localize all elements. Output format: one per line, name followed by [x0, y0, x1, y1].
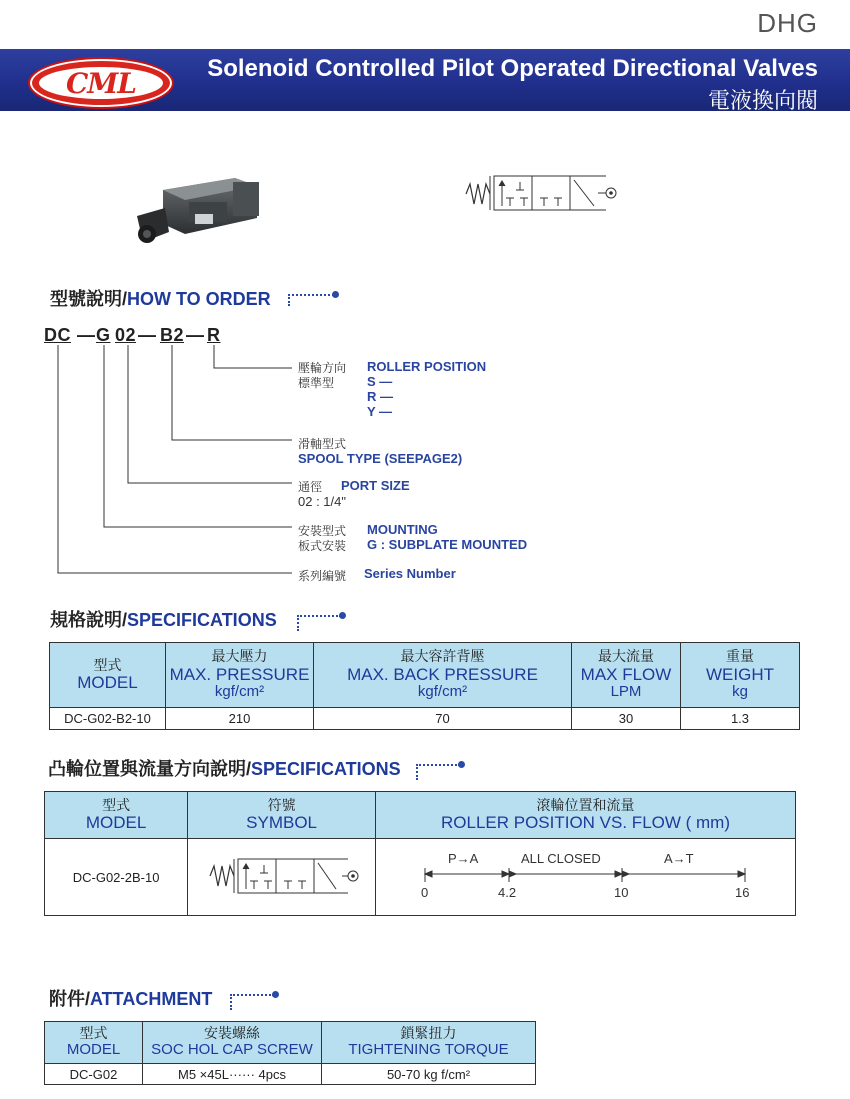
specs1-header-weight: 重量 WEIGHT kg [681, 643, 800, 708]
order-code-r: R [207, 325, 221, 345]
attachment-header-model: 型式 MODEL [45, 1022, 143, 1064]
flow-tick-4-2: 4.2 [498, 885, 517, 900]
logo-text: CML [39, 67, 163, 99]
specs2-header-roller: 滾輪位置和流量 ROLLER POSITION VS. FLOW ( mm) [376, 792, 796, 839]
specs1-flow: 30 [572, 708, 681, 730]
page-title-en: Solenoid Controlled Pilot Operated Directional Valves [207, 55, 818, 82]
attachment-deco-line [230, 994, 274, 996]
roller-zh2: 標準型 [298, 376, 335, 390]
specs2-header-model: 型式 MODEL [45, 792, 188, 839]
specs2-model: DC-G02-2B-10 [45, 839, 188, 916]
mounting-en: MOUNTING [367, 522, 438, 537]
valve-symbol-table [202, 856, 362, 896]
order-code-dash3: — [186, 325, 205, 345]
order-code-g: G [96, 325, 111, 345]
specs1-header-flow: 最大流量 MAX FLOW LPM [572, 643, 681, 708]
specs1-back: 70 [314, 708, 572, 730]
order-code-b2: B2 [160, 325, 185, 345]
specs1-table [49, 642, 800, 730]
specs1-title: 規格說明/SPECIFICATIONS [50, 610, 277, 630]
flow-seg-p-a: P→A [448, 851, 479, 866]
attachment-torque: 50-70 kg f/cm² [322, 1064, 536, 1085]
spool-zh: 滑軸型式 [298, 437, 347, 451]
spool-en: SPOOL TYPE (SEEPAGE2) [298, 451, 463, 466]
order-code-dash1: — [77, 325, 96, 345]
attachment-table [44, 1021, 536, 1085]
series-zh: 系列編號 [298, 569, 347, 583]
page-code: DHG [757, 8, 818, 38]
mounting-value: G : SUBPLATE MOUNTED [367, 537, 528, 552]
flow-tick-10: 10 [614, 885, 629, 900]
specs1-header-back: 最大容許背壓 MAX. BACK PRESSURE kgf/cm² [314, 643, 572, 708]
specs1-model: DC-G02-B2-10 [50, 708, 166, 730]
specs2-table [44, 791, 796, 916]
specs2-title: 凸輪位置與流量方向說明/SPECIFICATIONS [48, 759, 401, 779]
specs1-deco-line [297, 615, 341, 617]
specs2-deco-line [416, 764, 460, 766]
attachment-title: 附件/ATTACHMENT [49, 989, 213, 1009]
port-zh: 通徑 [298, 480, 323, 494]
mounting-zh2: 板式安裝 [298, 539, 347, 553]
roller-y: Y — [367, 404, 393, 419]
specs1-weight: 1.3 [681, 708, 800, 730]
specs1-header-model: 型式 MODEL [50, 643, 166, 708]
flow-tick-16: 16 [735, 885, 750, 900]
flow-seg-a-t: A→T [664, 851, 694, 866]
specs2-deco-dot [458, 761, 465, 768]
specs2-header-symbol: 符號 SYMBOL [188, 792, 376, 839]
roller-s: S — [367, 374, 393, 389]
flow-tick-0: 0 [421, 885, 429, 900]
attachment-header-torque: 鎖緊扭力 TIGHTENING TORQUE [322, 1022, 536, 1064]
order-code-dash2: — [138, 325, 157, 345]
table-row [45, 1064, 536, 1085]
order-code-02: 02 [115, 325, 137, 345]
attachment-deco [230, 994, 232, 1010]
attachment-screw: M5 ×45L······ 4pcs [143, 1064, 322, 1085]
roller-zh1: 壓輪方向 [298, 361, 347, 375]
port-en: PORT SIZE [341, 478, 410, 493]
flow-seg-all-closed: ALL CLOSED [521, 851, 601, 866]
specs1-pressure: 210 [166, 708, 314, 730]
attachment-model: DC-G02 [45, 1064, 143, 1085]
specs2-symbol-cell [188, 839, 376, 916]
specs2-deco [416, 764, 418, 780]
specs1-deco-dot [339, 612, 346, 619]
table-row [45, 839, 796, 916]
roller-en: ROLLER POSITION [367, 359, 487, 374]
page-title-zh: 電液換向閥 [707, 88, 818, 113]
specs2-flow-cell [376, 839, 796, 916]
order-code: DC [44, 325, 71, 345]
how-to-order-title: 型號說明/HOW TO ORDER [50, 289, 271, 309]
attachment-header-screw: 安裝螺絲 SOC HOL CAP SCREW [143, 1022, 322, 1064]
specs1-deco [297, 615, 299, 631]
port-value: 02 : 1/4" [298, 494, 346, 509]
series-en: Series Number [364, 566, 456, 581]
roller-r: R — [367, 389, 393, 404]
table-row [50, 708, 800, 730]
specs1-header-pressure: 最大壓力 MAX. PRESSURE kgf/cm² [166, 643, 314, 708]
attachment-deco-dot [272, 991, 279, 998]
mounting-zh1: 安裝型式 [298, 524, 347, 538]
